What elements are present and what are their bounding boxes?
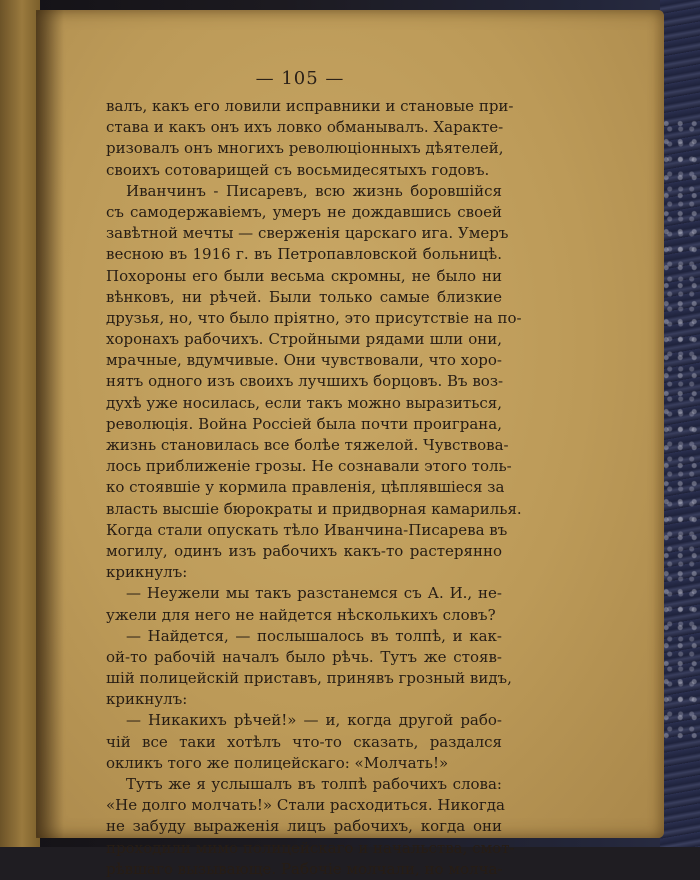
text-line: могилу, одинъ изъ рабочихъ какъ-то растерянно: [106, 541, 502, 560]
text-line: власть высшіе бюрократы и придворная камарилья.: [106, 499, 522, 518]
text-line: весною въ 1916 г. въ Петропавловской больницѣ.: [106, 245, 502, 264]
text-line: друзья, но, что было пріятно, это присутствіе на по-: [106, 308, 522, 327]
text-line: «Не долго молчать!» Стали расходиться. Никогда: [106, 796, 505, 815]
text-line: завѣтной мечты — сверженія царскаго ига. Умеръ: [106, 224, 509, 243]
page-number: — 105 —: [255, 68, 345, 89]
text-line: ризовалъ онъ многихъ революціонныхъ дѣятелей,: [106, 139, 504, 158]
text-line: революція. Война Россіей была почти проиграна,: [106, 414, 502, 433]
page-text: [106, 96, 522, 880]
text-line: жизнь становилась все болѣе тяжелой. Чувствова-: [106, 436, 509, 454]
text-line: — Никакихъ рѣчей!» — и, когда другой рабо-: [126, 711, 502, 730]
text-line: вѣнковъ, ни рѣчей. Были только самые близкие: [106, 287, 502, 306]
text-line: нятъ одного изъ своихъ лучшихъ борцовъ. Въ воз-: [106, 372, 504, 391]
text-line: крикнулъ:: [106, 563, 188, 582]
text-line: крикнулъ:: [106, 690, 188, 709]
text-line: не забуду выраженія лицъ рабочихъ, когда они: [106, 817, 502, 836]
text-line: проходили мимо полицейскаго и начальства, смот-: [106, 838, 515, 857]
text-line: съ самодержавіемъ, умеръ не дождавшись своей: [106, 202, 502, 221]
text-line: ой-то рабочій началъ было рѣчь. Тутъ же стояв-: [106, 647, 502, 666]
text-line: лось приближеніе грозы. Не сознавали этого толь-: [106, 457, 512, 476]
text-line: става и какъ онъ ихъ ловко обманывалъ. Характе-: [106, 118, 504, 137]
text-line: рѣвшаго вызывающе. Рабочіе молчали, но молча-: [106, 859, 503, 878]
text-line: Иванчинъ - Писаревъ, всю жизнь боровшійся: [126, 181, 502, 200]
text-line: окликъ того же полицейскаго: «Молчать!»: [106, 753, 449, 772]
text-line: ко стоявшіе у кормила правленія, цѣплявшіеся за: [106, 478, 505, 497]
text-line: шій полицейскій приставъ, принявъ грозный видъ,: [106, 669, 512, 688]
text-line: Тутъ же я услышалъ въ толпѣ рабочихъ слова:: [126, 775, 502, 793]
text-line: духѣ уже носилась, если такъ можно выразиться,: [106, 393, 502, 412]
text-line: своихъ сотоварищей съ восьмидесятыхъ годовъ.: [106, 160, 490, 179]
text-line: хоронахъ рабочихъ. Стройными рядами шли они,: [106, 330, 502, 349]
text-line: — Неужели мы такъ разстанемся съ А. И., не-: [126, 584, 502, 603]
text-line: валъ, какъ его ловили исправники и становые при-: [106, 97, 514, 115]
text-line: мрачные, вдумчивые. Они чувствовали, что хоро-: [106, 351, 502, 370]
text-line: чій все таки хотѣлъ что-то сказать, раздался: [106, 732, 502, 751]
gutter-shadow: [36, 10, 64, 838]
text-line: ужели для него не найдется нѣсколькихъ словъ?: [106, 605, 496, 624]
facing-page-edge: [0, 0, 40, 847]
cover-marbling: [662, 120, 698, 740]
text-line: Когда стали опускать тѣло Иванчина-Писарева въ: [106, 520, 508, 539]
text-line: Похороны его были весьма скромны, не было ни: [106, 266, 502, 285]
text-line: — Найдется, — послышалось въ толпѣ, и как-: [126, 626, 502, 645]
